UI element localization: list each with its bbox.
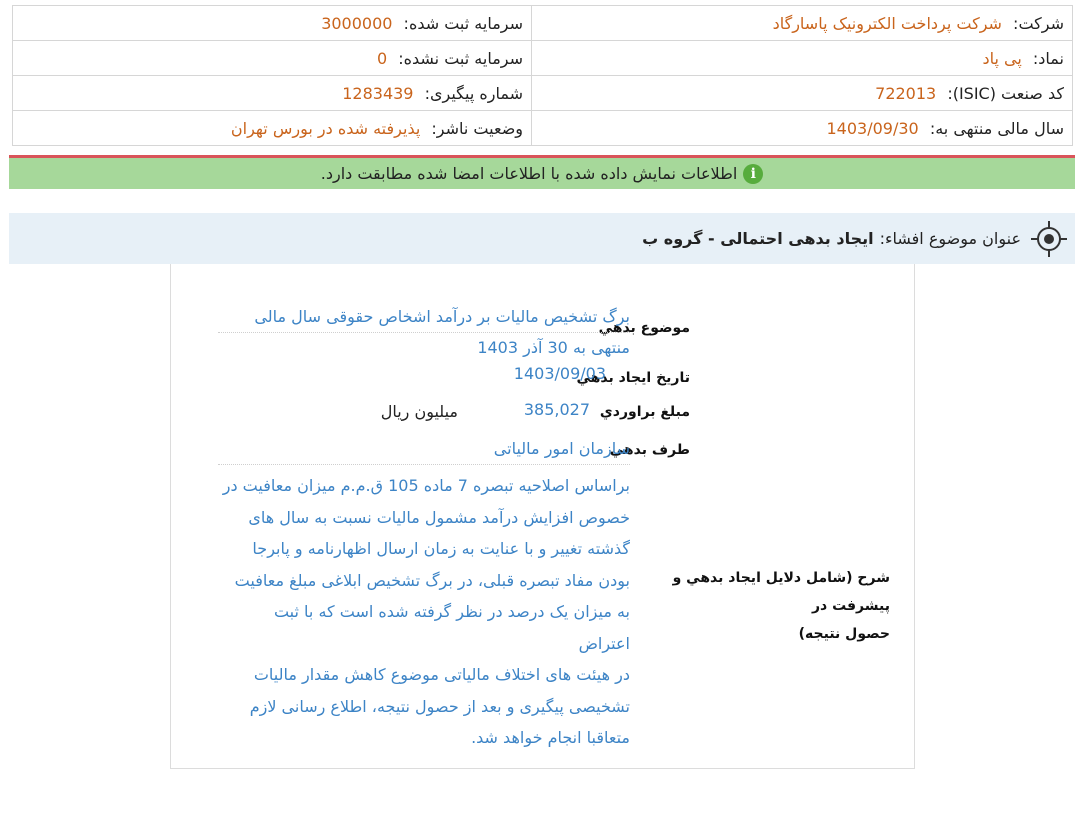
info-row [13,6,1073,41]
publisher-status-value: پذیرفته شده در بورس تهران [230,118,421,138]
isic-value: 722013 [875,83,937,103]
debt-date-value: 1403/09/03 [513,364,606,383]
reg-capital-label: سرمایه ثبت شده: [403,13,523,33]
info-row [13,111,1073,146]
disclosure-subject-bar [9,213,1075,264]
unreg-capital-label: سرمایه ثبت نشده: [398,48,523,68]
description-line: گذشته تغییر و با عنایت به زمان ارسال اظهارنامه و پابرجا [252,539,630,558]
notice-text: اطلاعات نمایش داده شده با اطلاعات امضا شده مطابقت دارد. [320,164,738,183]
description-line: بودن مفاد تبصره قبلی، در برگ تشخیص ابلاغی مبلغ معافیت [234,570,630,590]
debt-subject-value [218,302,630,363]
estimated-amount-unit: میلیون ریال [380,402,458,421]
unreg-capital-cell [13,41,532,76]
symbol-value: پی پاد [982,48,1022,68]
company-info-table [12,5,1073,146]
tracking-cell [13,76,532,111]
company-cell [532,6,1073,41]
reg-capital-value: 3000000 [321,13,393,33]
description-label-line: حصول نتيجه) [798,626,890,642]
description-label-line: شرح (شامل دلايل ايجاد بدهي و پيشرفت در [672,570,890,614]
debt-date-label: تاريخ ايجاد بدهي [576,370,690,386]
description-line: تشخیصی پیگیری و بعد از حصول نتیجه، اطلاع رسانی لازم [249,696,630,716]
debt-party-value: سازمان امور مالیاتی [218,434,630,465]
reg-capital-cell [13,6,532,41]
debt-details-panel [170,264,915,769]
publisher-status-label: وضعیت ناشر: [431,118,523,138]
description-line: در هیئت های اختلاف مالیاتی موضوع کاهش مقدار مالیات [253,665,630,684]
description-line: براساس اصلاحیه تبصره 7 ماده 105 ق.م.م میزان معافیت در [222,476,630,495]
target-icon [1029,219,1069,259]
info-icon: i [743,164,763,184]
subject-label: عنوان موضوع افشاء: [879,229,1021,248]
description-line: خصوص افزایش درآمد مشمول مالیات نسبت به سال های [248,507,630,527]
company-label: شرکت: [1013,13,1064,33]
symbol-label: نماد: [1032,48,1064,68]
tracking-value: 1283439 [342,83,414,103]
fiscal-year-value: 1403/09/30 [826,118,919,138]
subject-title: ایجاد بدهی احتمالی - گروه ب [642,229,874,248]
estimated-amount-label: مبلغ براوردي [599,404,690,420]
debt-subject-line: منتهی به 30 آذر 1403 [477,338,630,357]
description-line: متعاقبا انجام خواهد شد. [471,728,630,747]
company-value: شرکت پرداخت الکترونیک پاسارگاد [772,13,1002,33]
tracking-label: شماره پیگیری: [424,83,523,103]
verification-notice [9,155,1075,189]
fiscal-year-label: سال مالی منتهی به: [929,118,1064,138]
description-line: به میزان یک درصد در نظر گرفته شده است که با ثبت اعتراض [273,602,630,653]
debt-party-label: طرف بدهي [609,442,690,458]
symbol-cell [532,41,1073,76]
fiscal-year-cell [532,111,1073,146]
info-row [13,76,1073,111]
description-text [218,470,630,754]
debt-subject-label: موضوع بدهي [598,320,690,336]
isic-cell [532,76,1073,111]
publisher-status-cell [13,111,532,146]
isic-label: کد صنعت (ISIC): [947,83,1064,103]
unreg-capital-value: 0 [376,48,388,68]
description-label [636,564,890,648]
debt-subject-line: برگ تشخیص مالیات بر درآمد اشخاص حقوقی سال مالی [218,302,630,333]
info-row [13,41,1073,76]
estimated-amount-value: 385,027 [523,400,590,419]
